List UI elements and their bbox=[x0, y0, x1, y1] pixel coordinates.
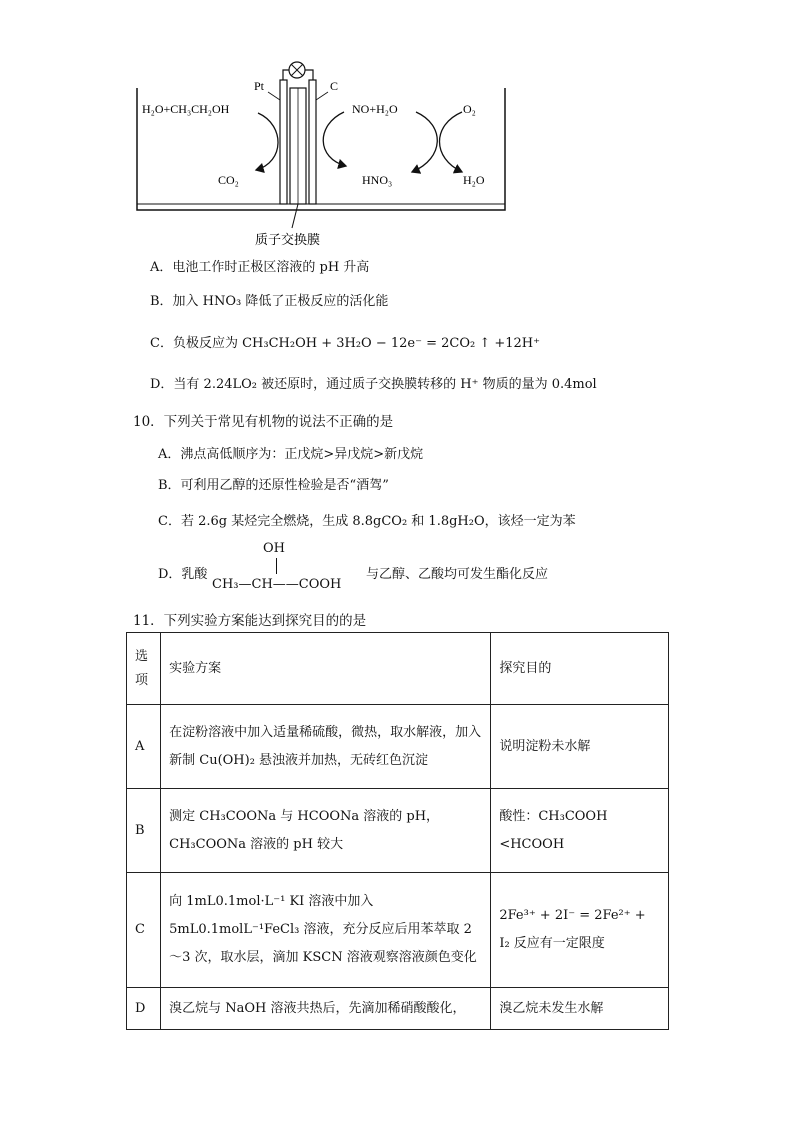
row-option: C bbox=[127, 873, 161, 988]
lactic-acid-formula: CH₃—CH——COOH bbox=[212, 577, 342, 592]
right-reactant-label: NO+H₂O bbox=[352, 102, 398, 116]
q10-option-d-prefix: D．乳酸 bbox=[158, 567, 208, 582]
q10-stem: 10．下列关于常见有机物的说法不正确的是 bbox=[133, 414, 394, 430]
row-goal: 酸性：CH₃COOH <HCOOH bbox=[491, 789, 669, 873]
pt-electrode bbox=[280, 80, 287, 204]
q9-option-a: A．电池工作时正极区溶液的 pH 升高 bbox=[150, 260, 370, 275]
row-goal: 溴乙烷未发生水解 bbox=[491, 988, 669, 1030]
q10-option-a: A．沸点高低顺序为：正戊烷>异戊烷>新戊烷 bbox=[158, 447, 424, 462]
lactic-acid-oh: OH bbox=[263, 541, 285, 556]
right-arc-arrow bbox=[323, 112, 346, 166]
h2o-label: H₂O bbox=[463, 173, 485, 187]
q9-option-d: D．当有 2.24LO₂ 被还原时，通过质子交换膜转移的 H⁺ 物质的量为 0.4mol bbox=[150, 377, 597, 392]
left-reactant-label: H₂O+CH₃CH₂OH bbox=[142, 102, 230, 116]
header-goal: 探究目的 bbox=[491, 633, 669, 705]
row-plan: 测定 CH₃COONa 与 HCOONa 溶液的 pH，CH₃COONa 溶液的 pH 较大 bbox=[161, 789, 491, 873]
q10-option-d-suffix: 与乙醇、乙酸均可发生酯化反应 bbox=[366, 567, 549, 582]
q11-stem: 11．下列实验方案能达到探究目的的是 bbox=[133, 613, 367, 629]
row-plan: 在淀粉溶液中加入适量稀硫酸，微热，取水解液，加入新制 Cu(OH)₂ 悬浊液并加热，无砖红色沉淀 bbox=[161, 705, 491, 789]
q10-option-c: C．若 2.6g 某烃完全燃烧，生成 8.8gCO₂ 和 1.8gH₂O，该烃一定为苯 bbox=[158, 514, 576, 529]
header-plan: 实验方案 bbox=[161, 633, 491, 705]
table-row bbox=[127, 705, 669, 789]
row-goal: 2Fe³⁺ + 2I⁻ = 2Fe²⁺ + I₂ 反应有一定限度 bbox=[491, 873, 669, 988]
q10-option-b: B．可利用乙醇的还原性检验是否“酒驾” bbox=[158, 478, 389, 493]
o2-label: O₂ bbox=[463, 102, 476, 116]
cross-arc-arrow-2 bbox=[440, 112, 463, 172]
table-row bbox=[127, 988, 669, 1030]
fuel-cell-diagram bbox=[0, 0, 794, 250]
q9-option-b: B．加入 HNO₃ 降低了正极反应的活化能 bbox=[150, 294, 389, 309]
row-goal: 说明淀粉未水解 bbox=[491, 705, 669, 789]
right-product-label: HNO₃ bbox=[362, 173, 393, 187]
experiment-table bbox=[126, 632, 669, 1030]
row-option: B bbox=[127, 789, 161, 873]
left-arc-arrow bbox=[256, 113, 278, 170]
table-row bbox=[127, 873, 669, 988]
membrane-label: 质子交换膜 bbox=[255, 232, 321, 247]
header-option: 选项 bbox=[127, 633, 161, 705]
row-option: D bbox=[127, 988, 161, 1030]
table-row bbox=[127, 789, 669, 873]
pt-label: Pt bbox=[254, 79, 265, 93]
table-header-row bbox=[127, 633, 669, 705]
row-option: A bbox=[127, 705, 161, 789]
c-electrode bbox=[309, 80, 316, 204]
c-label: C bbox=[330, 79, 339, 93]
row-plan: 向 1mL0.1mol·L⁻¹ KI 溶液中加入 5mL0.1molL⁻¹FeCl₃ 溶液，充分反应后用苯萃取 2～3 次，取水层，滴加 KSCN 溶液观察溶液颜色变化 bbox=[161, 873, 491, 988]
lactic-acid-bond bbox=[276, 558, 277, 574]
q9-option-c: C．负极反应为 CH₃CH₂OH + 3H₂O − 12e⁻ = 2CO₂ ↑ +12H⁺ bbox=[150, 336, 540, 351]
cross-arc-arrow-1 bbox=[412, 112, 437, 172]
left-product-label: CO₂ bbox=[218, 173, 239, 187]
row-plan: 溴乙烷与 NaOH 溶液共热后，先滴加稀硝酸酸化， bbox=[161, 988, 491, 1030]
